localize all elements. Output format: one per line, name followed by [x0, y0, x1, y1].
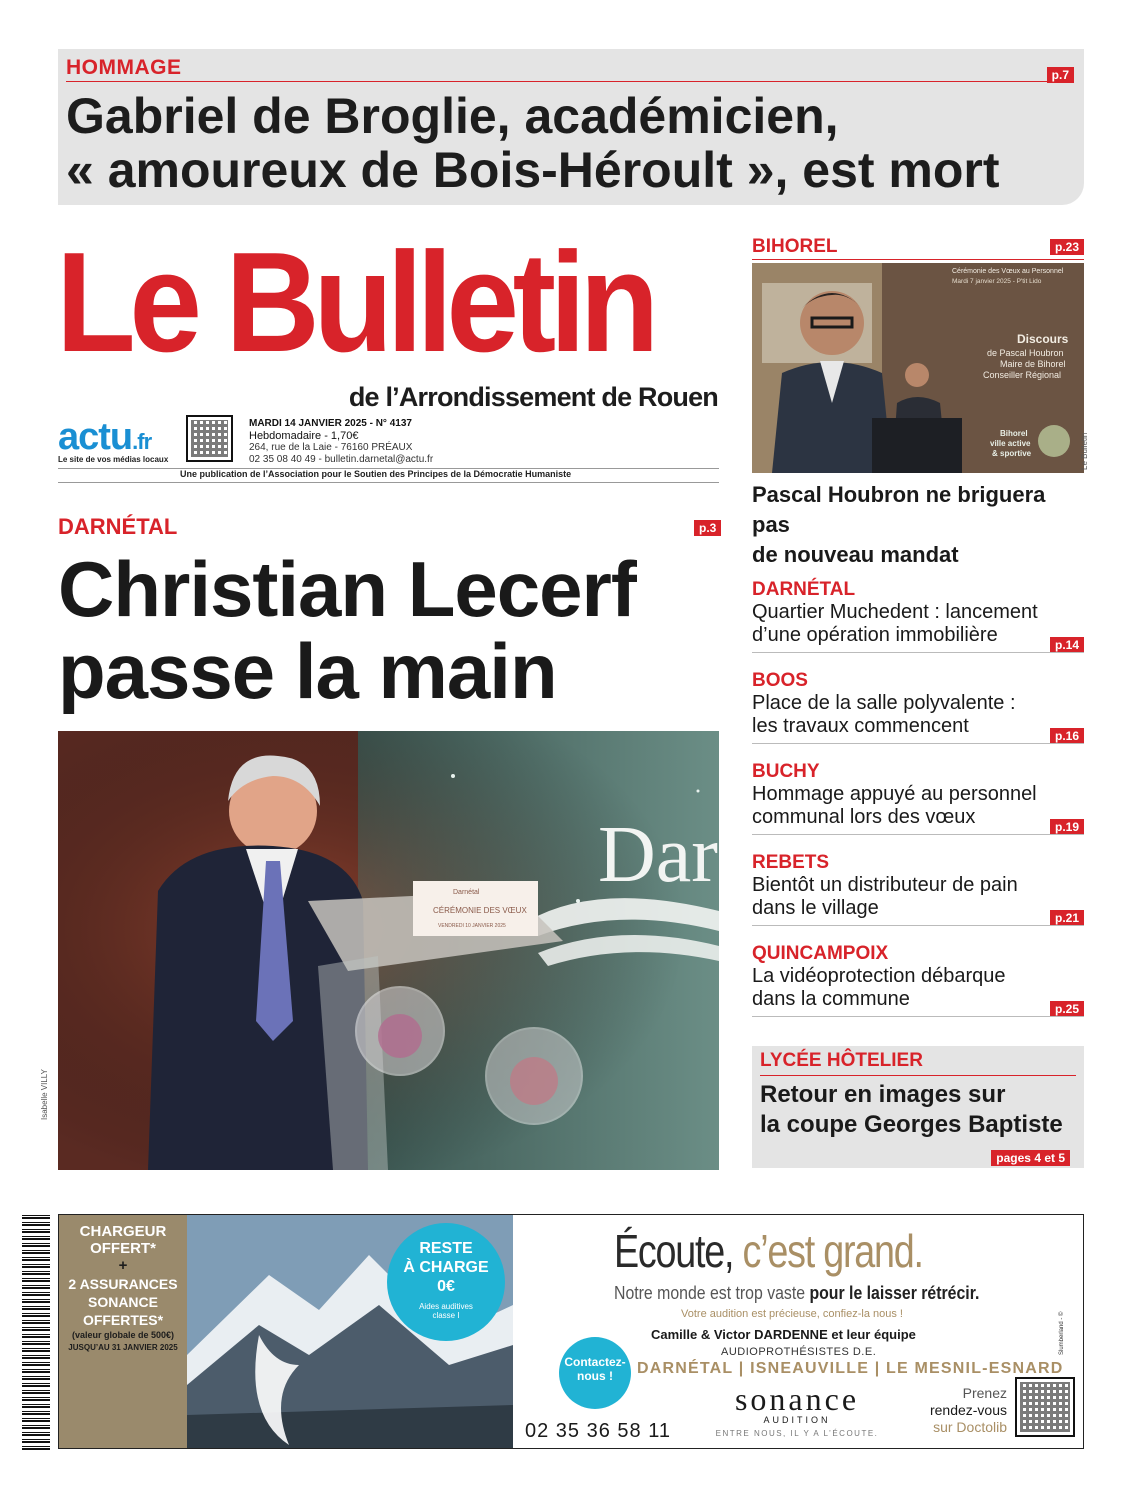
masthead-title: Le Bulletin: [56, 223, 653, 382]
publisher-line: Une publication de l’Association pour le Soutien des Principes de la Démocratie Humaniste: [180, 469, 572, 479]
bihorel-screen-line1: de Pascal Houbron: [987, 348, 1064, 358]
issue-date: MARDI 14 JANVIER 2025 - N° 4137: [249, 418, 412, 429]
ad-offer-value: (valeur globale de 500€): [71, 1330, 175, 1340]
side-item-line2: dans le village: [752, 897, 879, 919]
masthead-info: [249, 418, 433, 466]
ad-charge-line: RESTE: [419, 1240, 473, 1257]
side-item-line1: Bientôt un distributeur de pain: [752, 874, 1018, 896]
side-item-line2: les travaux commencent: [752, 715, 969, 737]
ad-brand-sub: AUDITION: [763, 1415, 831, 1425]
ad-brand-tagline: ENTRE NOUS, IL Y A L’ÉCOUTE.: [715, 1429, 879, 1438]
main-photo-credit: Isabelle VILLY: [40, 1069, 49, 1120]
side-item-line1: Place de la salle polyvalente :: [752, 692, 1016, 714]
ad-contact-button[interactable]: [559, 1337, 631, 1409]
lycee-kicker: LYCÉE HÔTELIER: [760, 1050, 923, 1071]
bihorel-screen-title: Cérémonie des Vœux au Personnel: [952, 268, 1064, 275]
publisher-address: 264, rue de la Laie - 76160 PRÉAUX: [249, 442, 413, 453]
bihorel-rule: [752, 259, 1084, 260]
side-item-line1: Hommage appuyé au personnel: [752, 783, 1037, 805]
bihorel-screen-slogan-2: ville active: [990, 439, 1031, 448]
actu-logo-suffix: .fr: [132, 429, 152, 454]
frequency-price: Hebdomadaire - 1,70€: [249, 430, 359, 442]
main-headline-line2: passe la main: [58, 627, 557, 715]
main-photo-illustration: [58, 731, 719, 1170]
side-item-page-tag: p.16: [1050, 728, 1084, 744]
side-item-kicker: BOOS: [752, 670, 808, 691]
ad-offer-line: OFFERT*: [90, 1240, 156, 1257]
ad-qr-code[interactable]: [1015, 1377, 1075, 1437]
photo-screen-text: Dar: [598, 811, 718, 899]
bihorel-photo-credit: Le Bulletin: [1080, 432, 1089, 470]
bihorel-screen-line3: Conseiller Régional: [983, 370, 1062, 380]
actu-tagline: Le site de vos médias locaux: [58, 455, 169, 464]
ad-rdv-line: rendez-vous: [929, 1402, 1007, 1418]
side-item-quincampoix[interactable]: [752, 943, 1084, 1019]
side-item-rule: [752, 1016, 1084, 1017]
ad-offer-line: CHARGEUR: [79, 1223, 167, 1240]
side-item-boos[interactable]: [752, 670, 1084, 746]
ad-contact-line: Contactez-: [564, 1355, 626, 1369]
ad-doctolib-cta[interactable]: [911, 1385, 1007, 1436]
ad-offer-panel: [59, 1215, 187, 1449]
top-banner[interactable]: [58, 49, 1084, 205]
actu-logo[interactable]: [58, 416, 151, 459]
masthead-qr-code[interactable]: [186, 415, 233, 462]
publisher-contact: 02 35 08 40 49 - bulletin.darnetal@actu.fr: [249, 454, 434, 465]
bihorel-headline-line1: Pascal Houbron ne briguera pas: [752, 482, 1046, 537]
side-item-page-tag: p.14: [1050, 637, 1084, 653]
bihorel-kicker: BIHOREL: [752, 236, 838, 257]
bihorel-screen-slogan-1: Bihorel: [1000, 429, 1028, 438]
ad-charge-note: classe I: [432, 1311, 460, 1320]
lycee-page-tag: pages 4 et 5: [991, 1150, 1070, 1166]
banner-headline-line2: « amoureux de Bois-Héroult », est mort: [66, 142, 1000, 198]
ad-rdv-line: sur Doctolib: [933, 1419, 1007, 1435]
ad-slogan-part2: c’est grand.: [742, 1225, 923, 1277]
ad-charge-note: Aides auditives: [419, 1302, 473, 1311]
ad-towns-line: DARNÉTAL | ISNEAUVILLE | LE MESNIL-ESNARD: [637, 1360, 1064, 1377]
side-item-page-tag: p.25: [1050, 1001, 1084, 1017]
lycee-rule: [760, 1075, 1076, 1076]
side-item-line2: communal lors des vœux: [752, 806, 976, 828]
bihorel-headline[interactable]: [752, 480, 1084, 570]
ad-profession-line: AUDIOPROTHÉSISTES D.E.: [721, 1346, 877, 1358]
ad-slogan-part1: Écoute,: [614, 1225, 743, 1277]
ad-tagline: [614, 1283, 979, 1304]
masthead-subtitle: de l’Arrondissement de Rouen: [348, 382, 718, 412]
banner-rule: [66, 81, 1074, 82]
bihorel-photo[interactable]: [752, 263, 1084, 473]
side-item-darnetal[interactable]: [752, 579, 1084, 655]
side-item-line2: d’une opération immobilière: [752, 624, 998, 646]
side-item-rule: [752, 925, 1084, 926]
ad-brand-logo: sonance: [734, 1381, 860, 1417]
ad-rdv-line: Prenez: [962, 1385, 1007, 1401]
ad-charge-line: À CHARGE: [403, 1259, 489, 1276]
ad-offer-line: OFFERTES*: [82, 1312, 164, 1328]
lectern-date: VENDREDI 10 JANVIER 2025: [438, 923, 506, 929]
side-item-rule: [752, 743, 1084, 744]
ad-care-line: Votre audition est précieuse, confiez-la nous !: [681, 1308, 903, 1320]
ad-tagline-part2: pour le laisser rétrécir.: [809, 1283, 980, 1303]
ad-offer-line: 2 ASSURANCES: [68, 1276, 178, 1292]
side-item-page-tag: p.19: [1050, 819, 1084, 835]
banner-page-tag: p.7: [1047, 67, 1074, 83]
side-item-kicker: REBETS: [752, 852, 830, 873]
side-item-rule: [752, 652, 1084, 653]
side-item-rebets[interactable]: [752, 852, 1084, 928]
main-headline[interactable]: [58, 545, 718, 715]
bihorel-screen-discours: Discours: [1017, 332, 1069, 346]
side-item-kicker: QUINCAMPOIX: [752, 943, 889, 964]
ad-slogan: [614, 1223, 923, 1279]
bihorel-headline-line2: de nouveau mandat: [752, 542, 959, 567]
barcode: [22, 1215, 50, 1450]
sonance-ad[interactable]: [58, 1214, 1084, 1449]
side-item-kicker: DARNÉTAL: [752, 579, 856, 600]
main-photo[interactable]: [58, 731, 719, 1170]
banner-headline[interactable]: [66, 89, 1066, 197]
ad-charge-badge: [387, 1223, 505, 1341]
ad-offer-line: SONANCE: [87, 1294, 158, 1310]
bihorel-screen-slogan-3: & sportive: [992, 449, 1032, 458]
lectern-title: CÉRÉMONIE DES VŒUX: [433, 906, 527, 915]
masthead-rule-bottom: [58, 482, 719, 483]
ad-offer-plus: +: [118, 1257, 128, 1274]
lycee-headline: [760, 1080, 1063, 1140]
bihorel-screen-date: Mardi 7 janvier 2025 - P'tit Lido: [952, 278, 1042, 285]
bihorel-photo-illustration: [752, 263, 1084, 473]
ad-offer-until: JUSQU’AU 31 JANVIER 2025: [68, 1343, 178, 1352]
bihorel-screen-line2: Maire de Bihorel: [1000, 359, 1066, 369]
banner-headline-line1: Gabriel de Broglie, académicien,: [66, 88, 839, 144]
actu-logo-text: actu: [58, 416, 133, 458]
lectern-logo: Darnétal: [453, 889, 480, 896]
side-item-page-tag: p.21: [1050, 910, 1084, 926]
side-item-line1: La vidéoprotection débarque: [752, 965, 1006, 987]
ad-contact-line: nous !: [577, 1369, 613, 1383]
side-item-rule: [752, 834, 1084, 835]
lycee-headline-line1: Retour en images sur: [760, 1081, 1006, 1108]
banner-kicker: HOMMAGE: [66, 56, 182, 79]
main-kicker: DARNÉTAL: [58, 514, 178, 539]
side-item-line1: Quartier Muchedent : lancement: [752, 601, 1038, 623]
side-item-buchy[interactable]: [752, 761, 1084, 837]
side-item-line2: dans la commune: [752, 988, 910, 1010]
bihorel-page-tag: p.23: [1050, 239, 1084, 255]
ad-agency-credit: Slumberland - ©: [1059, 1311, 1065, 1355]
lycee-box[interactable]: [752, 1046, 1084, 1168]
main-headline-line1: Christian Lecerf: [58, 545, 636, 633]
ad-mountain-image: [59, 1215, 513, 1449]
ad-tagline-part1: Notre monde est trop vaste: [614, 1283, 810, 1303]
ad-charge-line: 0€: [437, 1278, 455, 1295]
lycee-headline-line2: la coupe Georges Baptiste: [760, 1111, 1063, 1138]
main-page-tag: p.3: [694, 520, 721, 536]
ad-phone-number[interactable]: 02 35 36 58 11: [525, 1420, 671, 1442]
side-item-kicker: BUCHY: [752, 761, 820, 782]
ad-team-line: Camille & Victor DARDENNE et leur équipe: [651, 1327, 916, 1342]
